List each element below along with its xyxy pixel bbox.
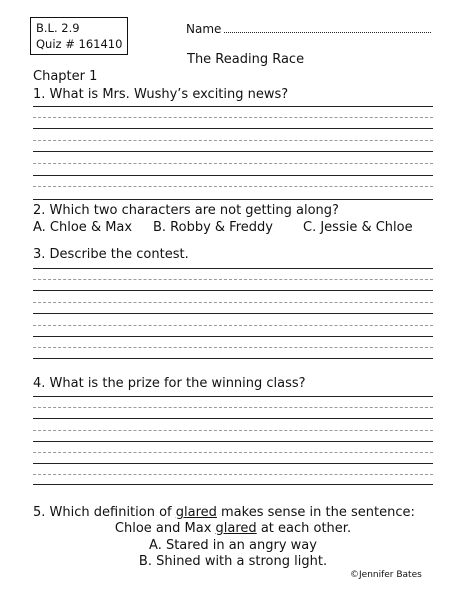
name-row — [186, 22, 431, 36]
question-2-choices — [33, 220, 433, 238]
answer-line — [33, 441, 433, 442]
answer-line — [33, 106, 433, 107]
guide-line — [33, 117, 433, 118]
guide-line — [33, 452, 433, 453]
example-sentence-before: Chloe and Max — [114, 521, 216, 536]
page-title: The Reading Race — [187, 52, 305, 67]
guide-line — [33, 347, 433, 348]
guide-line — [33, 302, 433, 303]
answer-line — [33, 199, 433, 200]
guide-line — [33, 407, 433, 408]
name-blank-line[interactable] — [224, 32, 431, 33]
answer-line — [33, 290, 433, 291]
example-sentence — [0, 521, 466, 536]
answer-line — [33, 336, 433, 337]
question-5 — [33, 505, 415, 520]
copyright-note: ©Jennifer Bates — [350, 570, 422, 580]
question-4: 4. What is the prize for the winning class? — [33, 376, 306, 391]
answer-line — [33, 128, 433, 129]
quiz-number: Quiz # 161410 — [36, 37, 123, 51]
answer-line — [33, 358, 433, 359]
answer-lines-q4[interactable] — [33, 396, 433, 486]
book-level: B.L. 2.9 — [36, 21, 80, 35]
guide-line — [33, 163, 433, 164]
guide-line — [33, 140, 433, 141]
answer-line — [33, 313, 433, 314]
answer-line — [33, 418, 433, 419]
question-3: 3. Describe the contest. — [33, 247, 189, 262]
option-a[interactable]: A. Stared in an angry way — [149, 538, 317, 553]
answer-lines-q3[interactable] — [33, 268, 433, 360]
question-5-keyword: glared — [175, 505, 217, 520]
answer-line — [33, 396, 433, 397]
choice-b[interactable]: B. Robby & Freddy — [153, 220, 273, 235]
question-1: 1. What is Mrs. Wushy’s exciting news? — [33, 87, 289, 102]
example-sentence-keyword: glared — [215, 521, 257, 536]
answer-line — [33, 484, 433, 485]
guide-line — [33, 325, 433, 326]
question-2: 2. Which two characters are not getting along? — [33, 203, 339, 218]
question-5-text-before: 5. Which definition of — [33, 505, 176, 520]
answer-lines-q1[interactable] — [33, 106, 433, 202]
answer-line — [33, 151, 433, 152]
option-b[interactable]: B. Shined with a strong light. — [138, 554, 328, 569]
book-level-box — [30, 17, 128, 55]
name-label: Name — [186, 22, 222, 36]
guide-line — [33, 430, 433, 431]
question-5-text-after: makes sense in the sentence: — [216, 505, 415, 520]
choice-a[interactable]: A. Chloe & Max — [33, 220, 133, 235]
guide-line — [33, 474, 433, 475]
example-sentence-after: at each other. — [256, 521, 352, 536]
answer-line — [33, 463, 433, 464]
guide-line — [33, 279, 433, 280]
answer-line — [33, 268, 433, 269]
guide-line — [33, 186, 433, 187]
choice-c[interactable]: C. Jessie & Chloe — [303, 220, 413, 235]
answer-line — [33, 175, 433, 176]
chapter-heading: Chapter 1 — [33, 69, 98, 84]
